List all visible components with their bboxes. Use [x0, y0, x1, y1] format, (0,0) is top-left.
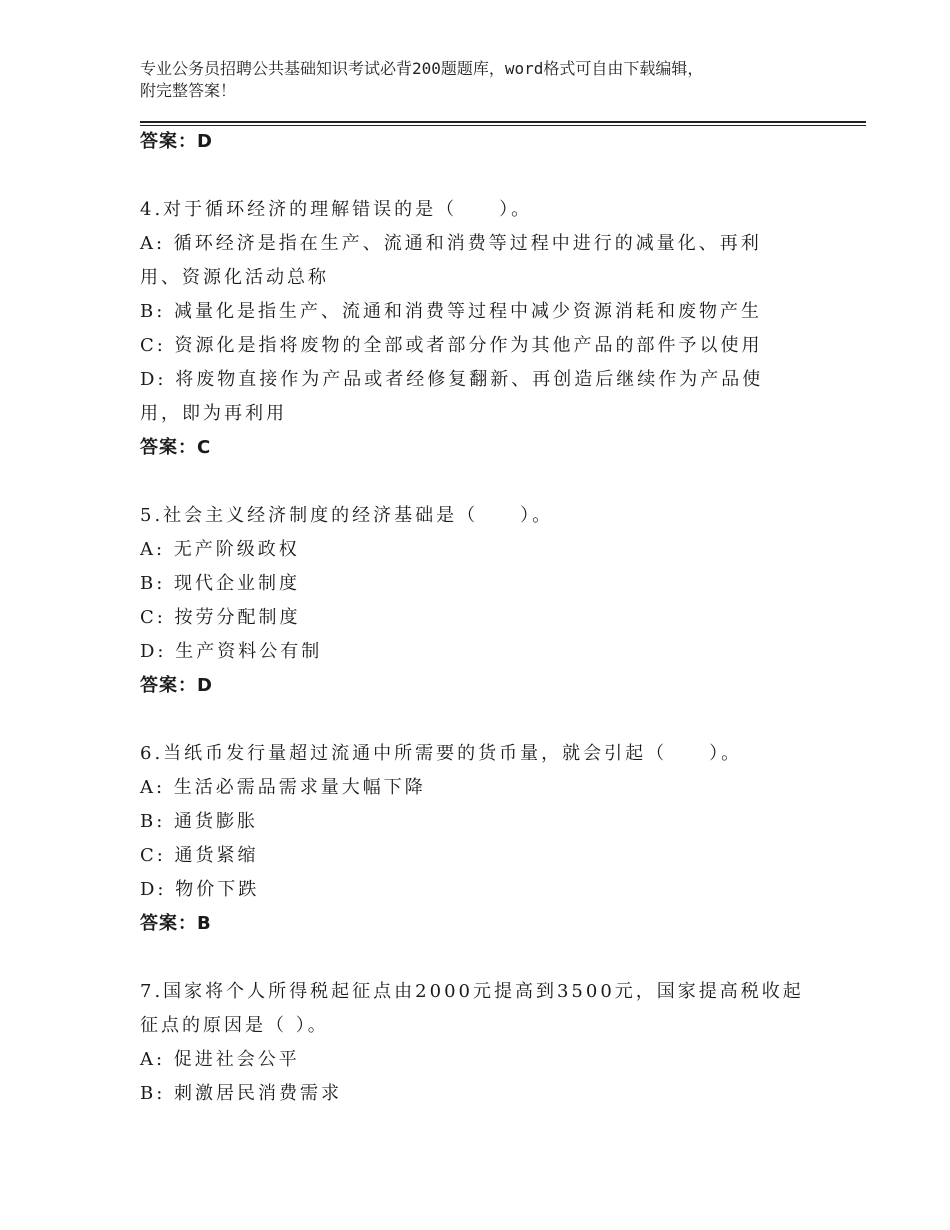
page-header: [140, 58, 840, 102]
option-c: C: 通货紧缩: [140, 845, 259, 866]
question-stem-cont: 征点的原因是（ ）。: [140, 1015, 329, 1036]
question-stem: 5.社会主义经济制度的经济基础是（ ）。: [140, 505, 554, 526]
answer: 答案：C: [140, 437, 212, 458]
document-body: [140, 125, 820, 1111]
question-stem: 7.国家将个人所得税起征点由2000元提高到3500元，国家提高税收起: [140, 981, 804, 1002]
answer: 答案：B: [140, 913, 212, 934]
header-divider-thick: [140, 121, 866, 123]
option-d: D: 生产资料公有制: [140, 641, 323, 662]
option-b: B: 通货膨胀: [140, 811, 259, 832]
question-5: [140, 499, 820, 703]
option-b: B: 现代企业制度: [140, 573, 301, 594]
spacer: [140, 941, 820, 975]
option-a: A: 促进社会公平: [140, 1049, 300, 1070]
option-d-cont: 用，即为再利用: [140, 403, 287, 424]
option-b: B: 减量化是指生产、流通和消费等过程中减少资源消耗和废物产生: [140, 301, 763, 322]
option-b: B: 刺激居民消费需求: [140, 1083, 343, 1104]
question-7: [140, 975, 820, 1111]
option-a: A: 无产阶级政权: [140, 539, 300, 560]
option-a: A: 循环经济是指在生产、流通和消费等过程中进行的减量化、再利: [140, 233, 762, 254]
header-line-2: 附完整答案！: [140, 81, 237, 100]
spacer: [140, 159, 820, 193]
option-d: D: 将废物直接作为产品或者经修复翻新、再创造后继续作为产品使: [140, 369, 764, 390]
option-d: D: 物价下跌: [140, 879, 260, 900]
answer-q3: 答案：D: [140, 131, 213, 152]
option-c: C: 资源化是指将废物的全部或者部分作为其他产品的部件予以使用: [140, 335, 763, 356]
header-line-1: 专业公务员招聘公共基础知识考试必背200题题库，word格式可自由下载编辑，: [140, 59, 704, 78]
answer: 答案：D: [140, 675, 213, 696]
question-6: [140, 737, 820, 941]
question-4: [140, 193, 820, 465]
spacer: [140, 703, 820, 737]
question-stem: 4.对于循环经济的理解错误的是（ ）。: [140, 199, 533, 220]
spacer: [140, 465, 820, 499]
option-a-cont: 用、资源化活动总称: [140, 267, 329, 288]
option-a: A: 生活必需品需求量大幅下降: [140, 777, 426, 798]
question-stem: 6.当纸币发行量超过流通中所需要的货币量，就会引起（ ）。: [140, 743, 743, 764]
option-c: C: 按劳分配制度: [140, 607, 301, 628]
